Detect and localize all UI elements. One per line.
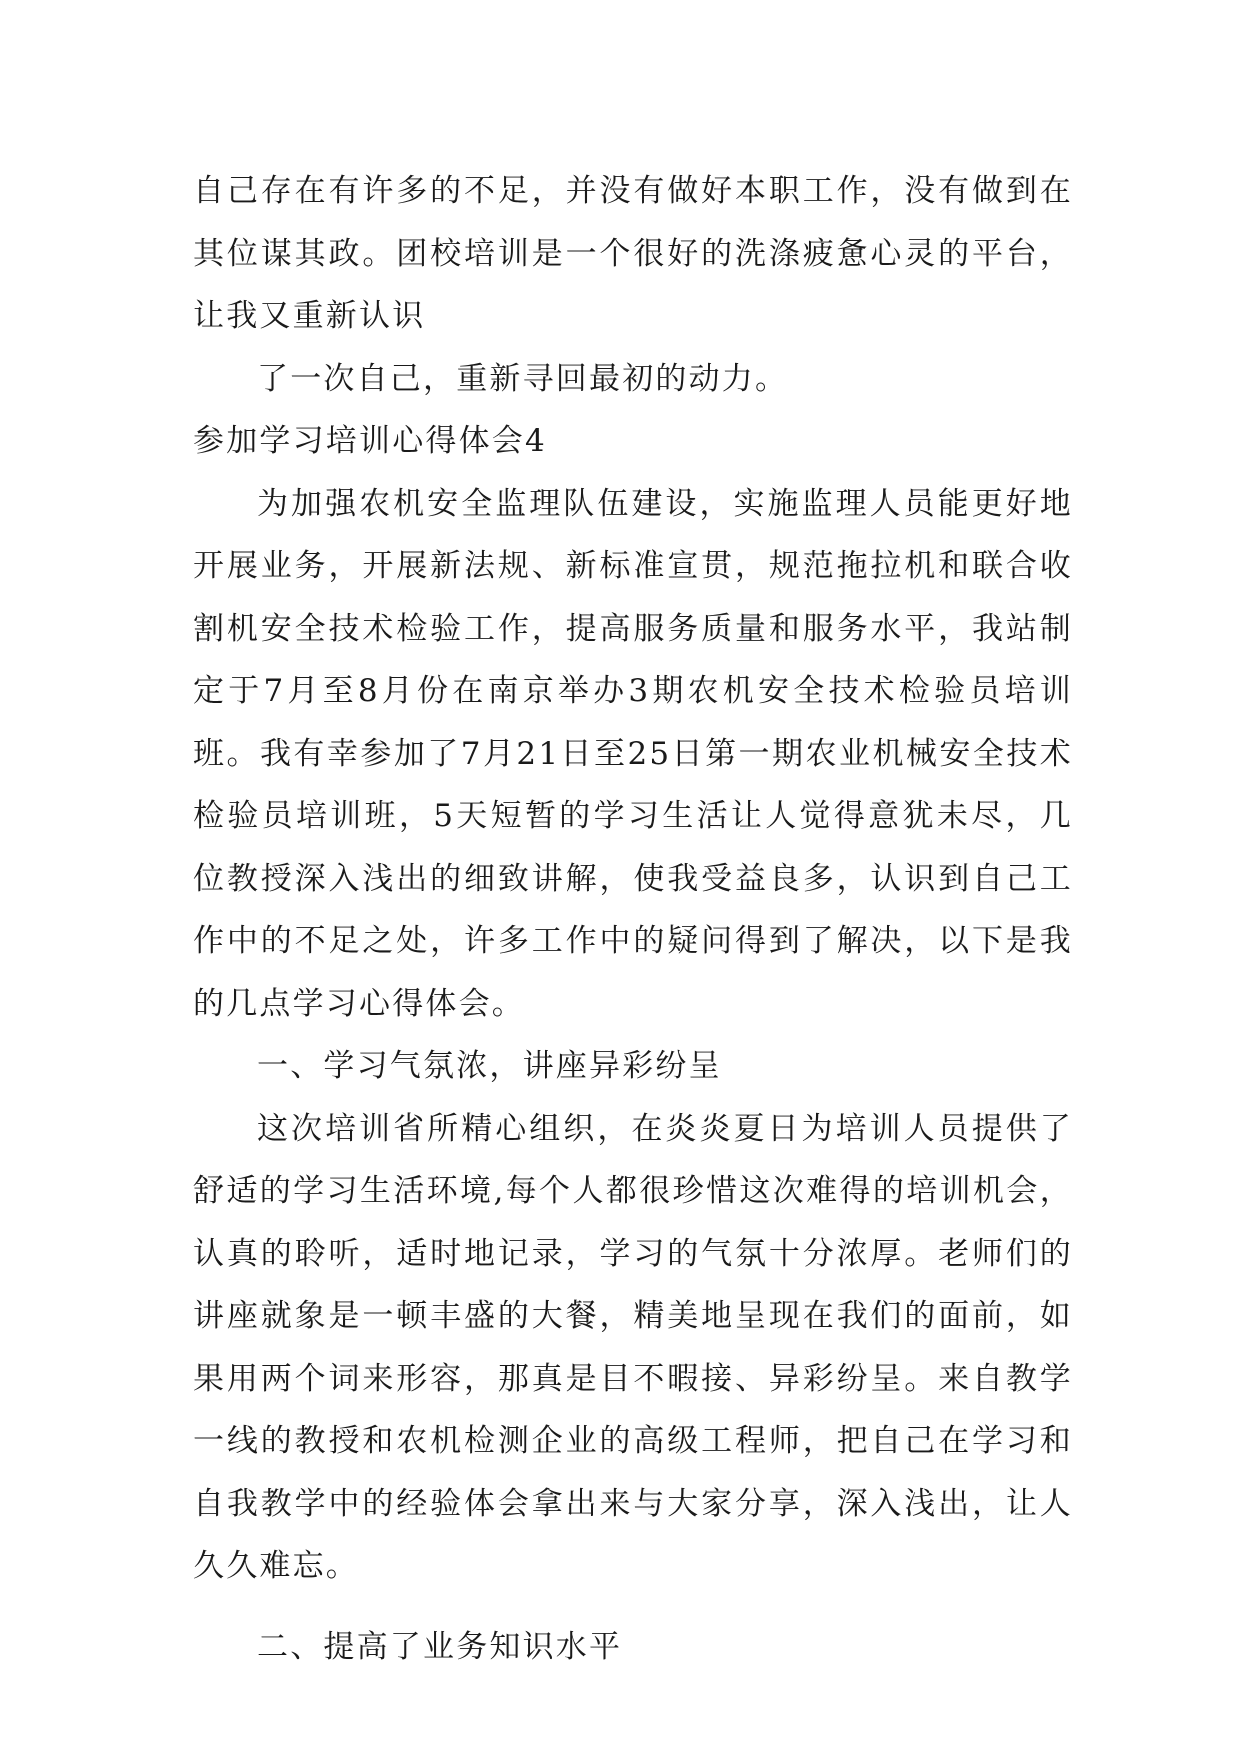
paragraph-atmosphere: 这次培训省所精心组织，在炎炎夏日为培训人员提供了舒适的学习生活环境,每个人都很珍惜这次难得的培训机会，认真的聆听，适时地记录，学习的气氛十分浓厚。老师们的讲座就象是一顿丰盛的大餐，精美地呈现在我们的面前，如果用两个词来形容，那真是目不暇接、异彩纷呈。来自教学一线的教授和农机检测企业的高级工程师，把自己在学习和自我教学中的经验体会拿出来与大家分享，深入浅出，让人久久难忘。 (193, 1110, 1073, 1584)
paragraph-intro: 为加强农机安全监理队伍建设，实施监理人员能更好地开展业务，开展新法规、新标准宣贯，规范拖拉机和联合收割机安全技术检验工作，提高服务质量和服务水平，我站制定于7月至8月份在南京举办3期农机安全技术检验员培训班。我有幸参加了7月21日至25日第一期农业机械安全技术检验员培训班，5天短暂的学习生活让人觉得意犹未尽，几位教授深入浅出的细致讲解，使我受益良多，认识到自己工作中的不足之处，许多工作中的疑问得到了解决，以下是我的几点学习心得体会。 (193, 485, 1073, 1022)
paragraph-continuation: 自己存在有许多的不足，并没有做好本职工作，没有做到在其位谋其政。团校培训是一个很好的洗涤疲惫心灵的平台，让我又重新认识 (193, 173, 1073, 334)
document-body (193, 160, 1073, 1678)
section-title: 参加学习培训心得体会4 (193, 423, 547, 459)
paragraph-closing-line: 了一次自己，重新寻回最初的动力。 (257, 360, 789, 397)
subheading-one: 一、学习气氛浓，讲座异彩纷呈 (257, 1048, 722, 1084)
subheading-two: 二、提高了业务知识水平 (257, 1628, 623, 1665)
